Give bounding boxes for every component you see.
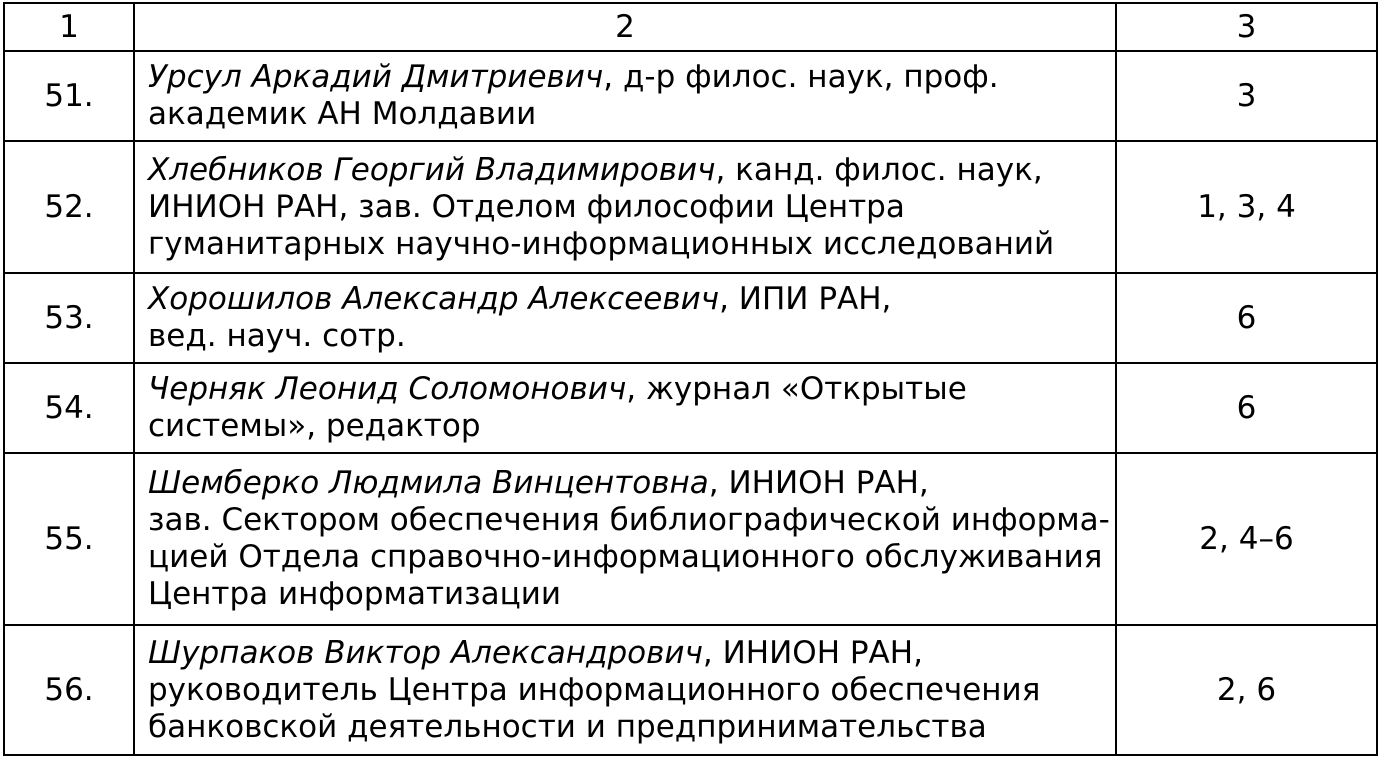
desc-line (148, 152, 1115, 189)
row-number: 54. (4, 363, 134, 453)
desc-line (148, 465, 1115, 502)
desc-line: цией Отдела справочно-информационного обслуживания (148, 539, 1103, 575)
table-row (4, 273, 1377, 363)
desc-line: гуманитарных научно-информационных исследований (148, 225, 1055, 262)
row-description (134, 625, 1116, 755)
desc-line: Центра информатизации (148, 576, 562, 612)
desc-text: , д-р филос. наук, проф. (603, 59, 999, 95)
desc-line: академик АН Молдавии (148, 96, 537, 132)
table-row (4, 141, 1377, 273)
row-codes: 3 (1116, 51, 1377, 141)
row-description (134, 453, 1116, 625)
table-row (4, 51, 1377, 141)
row-codes: 2, 4–6 (1116, 453, 1377, 625)
row-number: 53. (4, 273, 134, 363)
table-header-row (4, 3, 1377, 51)
desc-line: ИНИОН РАН, зав. Отделом философии Центра (148, 188, 905, 225)
row-number: 56. (4, 625, 134, 755)
desc-text: , канд. филос. наук, (715, 151, 1043, 188)
row-codes: 6 (1116, 363, 1377, 453)
row-number: 51. (4, 51, 134, 141)
desc-line (148, 281, 1115, 318)
desc-line: банковской деятельности и предпринимательства (148, 708, 987, 745)
row-description (134, 363, 1116, 453)
row-description (134, 141, 1116, 273)
person-name: Урсул Аркадий Дмитриевич (148, 59, 604, 95)
row-description (134, 273, 1116, 363)
row-codes: 1, 3, 4 (1116, 141, 1377, 273)
person-name: Шемберко Людмила Винцентовна (148, 465, 709, 501)
row-codes: 6 (1116, 273, 1377, 363)
desc-line: зав. Сектором обеспечения библиографической информа- (148, 502, 1110, 538)
row-codes: 2, 6 (1116, 625, 1377, 755)
person-name: Черняк Леонид Соломонович (148, 371, 627, 407)
table-row (4, 625, 1377, 755)
header-col-2: 2 (134, 3, 1116, 51)
desc-line: руководитель Центра информационного обеспечения (148, 671, 1041, 708)
desc-text: , ИНИОН РАН, (702, 634, 923, 671)
desc-line: вед. науч. сотр. (148, 318, 406, 354)
row-number: 55. (4, 453, 134, 625)
desc-text: , ИНИОН РАН, (708, 465, 929, 501)
desc-line (148, 59, 1115, 96)
table-row (4, 453, 1377, 625)
desc-line (148, 371, 1115, 408)
desc-line: системы», редактор (148, 408, 481, 444)
person-name: Хлебников Георгий Владимирович (148, 151, 716, 188)
person-name: Шурпаков Виктор Александрович (148, 634, 703, 671)
table-row (4, 363, 1377, 453)
desc-text: , ИПИ РАН, (719, 281, 892, 317)
desc-line (148, 635, 1115, 672)
header-col-1: 1 (4, 3, 134, 51)
header-col-3: 3 (1116, 3, 1377, 51)
person-name: Хорошилов Александр Алексеевич (148, 281, 720, 317)
authors-table (3, 2, 1378, 756)
row-description (134, 51, 1116, 141)
desc-text: , журнал «Открытые (626, 371, 967, 407)
row-number: 52. (4, 141, 134, 273)
